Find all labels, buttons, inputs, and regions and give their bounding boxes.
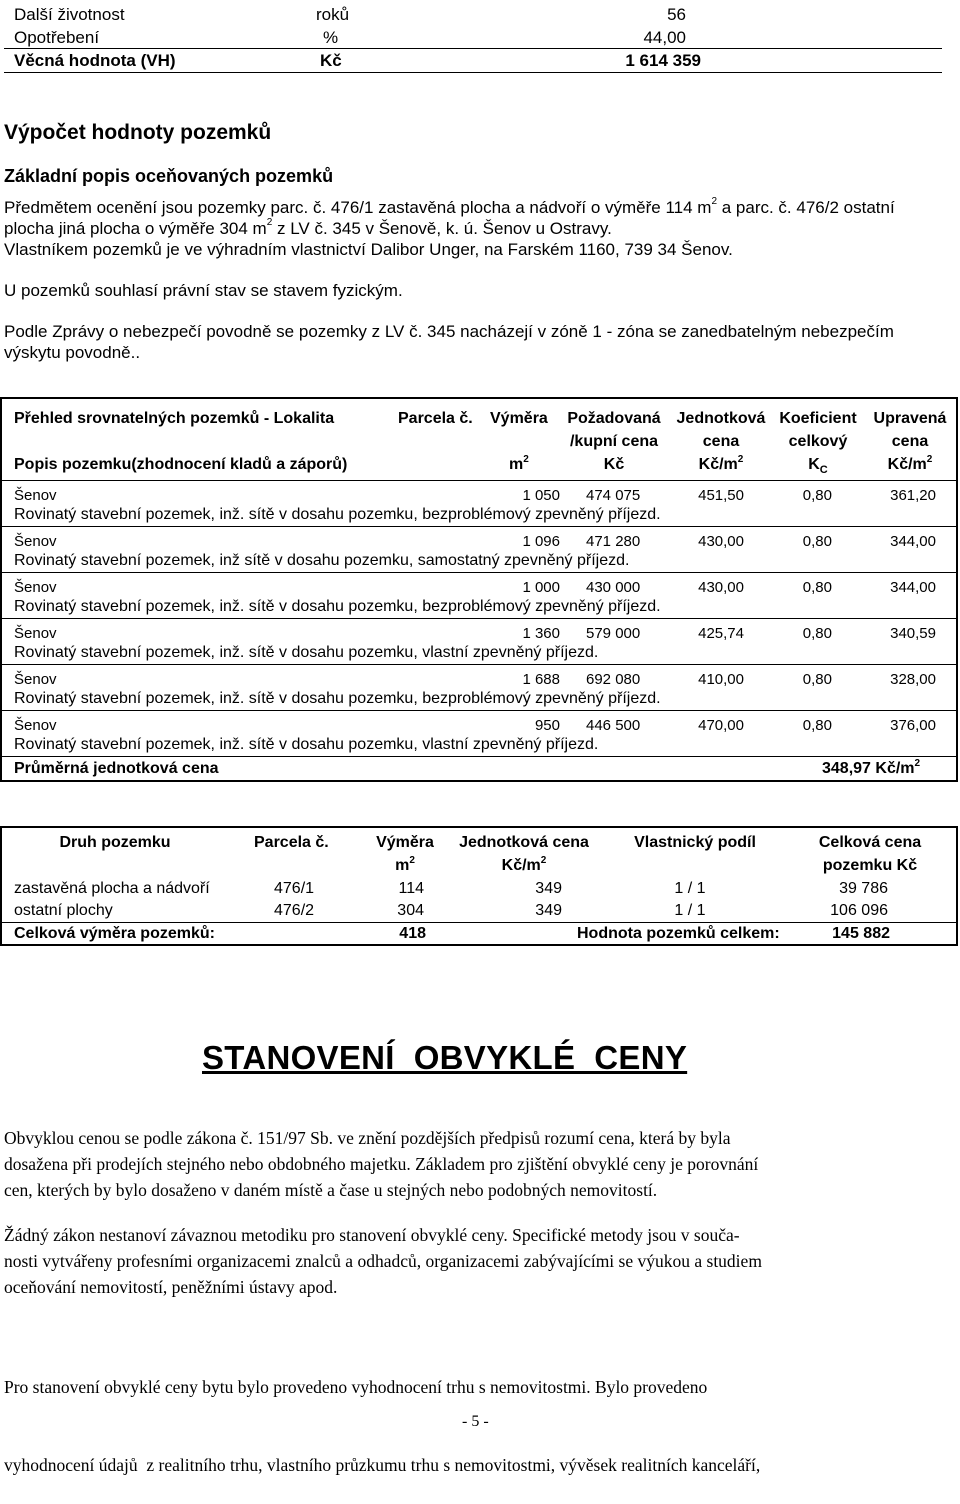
- paragraph-line: vyhodnocení údajů z realitního trhu, vlastního průzkumu trhu s nemovitostmi, vývěsek realitních kanceláří,: [4, 1455, 761, 1475]
- average-value: 348,97 $Kč/m^2$: [822, 758, 921, 777]
- header-jednotkova-unit: $Kč/m^2$: [698, 454, 744, 473]
- cell-adjusted: 376,00: [890, 717, 936, 734]
- row-divider: [2, 618, 956, 619]
- row-value: 44,00: [643, 28, 686, 47]
- header-vymera-unit: $m^2$: [395, 855, 415, 874]
- cell-vymera: 304: [397, 902, 424, 919]
- cell-desc: Rovinatý stavební pozemek, inž. sítě v dosahu pozemku, vlastní zpevněný příjezd.: [14, 736, 599, 753]
- header-lokalita: Přehled srovnatelných pozemků - Lokalita: [14, 410, 335, 427]
- average-label: Průměrná jednotková cena: [14, 760, 219, 777]
- paragraph-line: Obvyklou cenou se podle zákona č. 151/97 Sb. ve znění pozdějších předpisů rozumí cena, která by byla: [4, 1128, 731, 1148]
- section-subtitle: Základní popis oceňovaných pozemků: [4, 166, 334, 186]
- table-border: [0, 397, 958, 399]
- header-celkova: Celková cena: [818, 834, 922, 851]
- flood-line: výskytu povodně..: [4, 343, 141, 362]
- cell-place: Šenov: [14, 717, 57, 734]
- section-title: Výpočet hodnoty pozemků: [4, 121, 272, 144]
- header-pozadovana: /kupní cena: [569, 433, 659, 450]
- cell-adjusted: 361,20: [890, 487, 936, 504]
- row-divider: [2, 756, 956, 757]
- header-vymera: Výměra: [376, 834, 434, 851]
- cell-parcela: 476/1: [274, 880, 315, 897]
- cell-unit-price: 470,00: [698, 717, 744, 734]
- cell-price: 579 000: [586, 625, 641, 642]
- cell-area: 1 000: [522, 579, 560, 596]
- paragraph-line: oceňování nemovitostí, peněžními ústavy apod.: [4, 1277, 338, 1297]
- cell-celk: 106 096: [830, 902, 888, 919]
- header-jednotkova-unit: $Kč/m^2$: [501, 855, 547, 874]
- total-value: 145 882: [832, 925, 890, 942]
- paragraph-line: nosti vytvářeny profesními organizacemi znalců a odhadců, organizacemi zabývajícími se výukou a studiem: [4, 1251, 762, 1271]
- header-parcela: Parcela č.: [398, 410, 473, 427]
- cell-koef: 0,80: [802, 579, 832, 596]
- cell-place: Šenov: [14, 579, 57, 596]
- total-area: 418: [399, 925, 426, 942]
- cell-druh: ostatní plochy: [14, 902, 113, 919]
- cell-koef: 0,80: [802, 487, 832, 504]
- header-jednotkova: cena: [702, 433, 740, 450]
- table-border: [956, 397, 958, 782]
- table-border: [0, 826, 958, 828]
- owner-line: Vlastníkem pozemků je ve výhradním vlastnictví Dalibor Unger, na Farském 1160, 739 34 Šenov.: [4, 240, 733, 259]
- header-podil: Vlastnický podíl: [634, 834, 756, 851]
- cell-unit-price: 451,50: [698, 487, 744, 504]
- table-border: [0, 944, 958, 946]
- page-number: - 5 -: [462, 1413, 489, 1430]
- cell-podil: 1 / 1: [674, 902, 706, 919]
- header-vymera: Výměra: [490, 410, 548, 427]
- cell-adjusted: 340,59: [890, 625, 936, 642]
- cell-celk: 39 786: [839, 880, 888, 897]
- header-jednotkova: Jednotková: [676, 410, 766, 427]
- header-pozadovana: Požadovaná: [567, 410, 661, 427]
- row-unit: %: [323, 28, 339, 47]
- header-koeficient: celkový: [788, 433, 848, 450]
- cell-price: 692 080: [586, 671, 641, 688]
- cell-adjusted: 344,00: [890, 579, 936, 596]
- cell-unit-price: 425,74: [698, 625, 744, 642]
- header-pozadovana-unit: Kč: [603, 456, 625, 473]
- table-border: [0, 780, 958, 782]
- total-value-label: Hodnota pozemků celkem:: [577, 925, 780, 942]
- table-border: [0, 397, 2, 782]
- cell-price: 446 500: [586, 717, 641, 734]
- description-line: plocha jiná plocha o výměře 304 $m^2$ z LV č. 345 v Šenově, k. ú. Šenov u Ostravy.: [4, 217, 612, 238]
- row-label: Další životnost: [14, 5, 125, 24]
- cell-desc: Rovinatý stavební pozemek, inž. sítě v dosahu pozemku, bezproblémový zpevněný příjezd.: [14, 598, 661, 615]
- paragraph-1: [4, 1125, 944, 1203]
- header-popis: Popis pozemku(zhodnocení kladů a záporů): [14, 456, 348, 473]
- cell-druh: zastavěná plocha a nádvoří: [14, 880, 210, 897]
- table-border: [956, 826, 958, 946]
- row-unit: roků: [316, 5, 350, 24]
- cell-place: Šenov: [14, 625, 57, 642]
- row-label: Opotřebení: [14, 28, 100, 47]
- cell-parcela: 476/2: [274, 902, 315, 919]
- cell-adjusted: 344,00: [890, 533, 936, 550]
- cell-area: 1 096: [522, 533, 560, 550]
- description-line: Předmětem ocenění jsou pozemky parc. č. 476/1 zastavěná plocha a nádvoří o výměře 114 $m^2$ a parc. č. 476/2 ostatní: [4, 196, 895, 217]
- row-value: 1 614 359: [625, 51, 701, 70]
- header-druh: Druh pozemku: [59, 834, 171, 851]
- flood-line: Podle Zprávy o nebezpečí povodně se pozemky z LV č. 345 nacházejí v zóně 1 - zóna se zanedbatelným nebezpečím: [4, 322, 894, 341]
- cell-jedn: 349: [535, 902, 562, 919]
- cell-koef: 0,80: [802, 625, 832, 642]
- cell-place: Šenov: [14, 671, 57, 688]
- cell-unit-price: 410,00: [698, 671, 744, 688]
- paragraph-line: dosažena při prodejích stejného nebo obdobného majetku. Základem pro zjištění obvyklé ceny je porovnání: [4, 1154, 759, 1174]
- row-divider: [2, 664, 956, 665]
- legal-state-line: U pozemků souhlasí právní stav se stavem fyzickým.: [4, 281, 403, 300]
- cell-desc: Rovinatý stavební pozemek, inž. sítě v dosahu pozemku, bezproblémový zpevněný příjezd.: [14, 506, 661, 523]
- header-divider: [2, 480, 956, 481]
- header-upravena: cena: [891, 433, 929, 450]
- divider: [4, 72, 942, 73]
- row-value: 56: [667, 5, 686, 24]
- header-upravena: Upravená: [873, 410, 947, 427]
- paragraph-line: cen, kterých by bylo dosaženo v daném místě a čase u stejných nebo podobných nemovitostí.: [4, 1180, 658, 1200]
- divider: [4, 48, 942, 49]
- cell-price: 471 280: [586, 533, 641, 550]
- header-parcela: Parcela č.: [254, 834, 329, 851]
- header-upravena-unit: $Kč/m^2$: [887, 454, 933, 473]
- header-vymera-unit: $m^2$: [509, 454, 529, 473]
- paragraph-2: [4, 1222, 944, 1300]
- row-divider: [2, 710, 956, 711]
- header-koeficient-unit: $K_C$: [808, 456, 828, 477]
- cell-koef: 0,80: [802, 717, 832, 734]
- cell-desc: Rovinatý stavební pozemek, inž. sítě v dosahu pozemku, bezproblémový zpevněný příjezd.: [14, 690, 661, 707]
- paragraph-line: Žádný zákon nestanoví závaznou metodiku pro stanovení obvyklé ceny. Specifické metody jsou v souča-: [4, 1225, 740, 1245]
- cell-vymera: 114: [398, 880, 424, 897]
- cell-area: 1 360: [522, 625, 560, 642]
- header-jednotkova: Jednotková cena: [459, 834, 589, 851]
- cell-place: Šenov: [14, 487, 57, 504]
- cell-price: 430 000: [586, 579, 641, 596]
- row-divider: [2, 572, 956, 573]
- cell-desc: Rovinatý stavební pozemek, inž. sítě v dosahu pozemku, vlastní zpevněný příjezd.: [14, 644, 599, 661]
- cell-unit-price: 430,00: [698, 579, 744, 596]
- row-unit: Kč: [320, 51, 342, 70]
- cell-place: Šenov: [14, 533, 57, 550]
- cell-area: 1 050: [522, 487, 560, 504]
- cell-price: 474 075: [586, 487, 641, 504]
- paragraph-line: Pro stanovení obvyklé ceny bytu bylo provedeno vyhodnocení trhu s nemovitostmi. Bylo provedeno: [4, 1377, 708, 1397]
- row-divider: [2, 922, 956, 923]
- cell-unit-price: 430,00: [698, 533, 744, 550]
- cell-area: 950: [534, 717, 560, 734]
- header-celkova: pozemku Kč: [822, 857, 918, 874]
- header-koeficient: Koeficient: [779, 410, 857, 427]
- row-divider: [2, 526, 956, 527]
- cell-desc: Rovinatý stavební pozemek, inž sítě v dosahu pozemku, samostatný zpevněný příjezd.: [14, 552, 630, 569]
- cell-adjusted: 328,00: [890, 671, 936, 688]
- stanoveni-title: STANOVENÍ OBVYKLÉ CENY: [202, 1039, 688, 1076]
- row-label: Věcná hodnota (VH): [14, 51, 176, 70]
- cell-area: 1 688: [522, 671, 560, 688]
- cell-koef: 0,80: [802, 533, 832, 550]
- total-label: Celková výměra pozemků:: [14, 925, 215, 942]
- cell-jedn: 349: [535, 880, 562, 897]
- cell-podil: 1 / 1: [674, 880, 706, 897]
- cell-koef: 0,80: [802, 671, 832, 688]
